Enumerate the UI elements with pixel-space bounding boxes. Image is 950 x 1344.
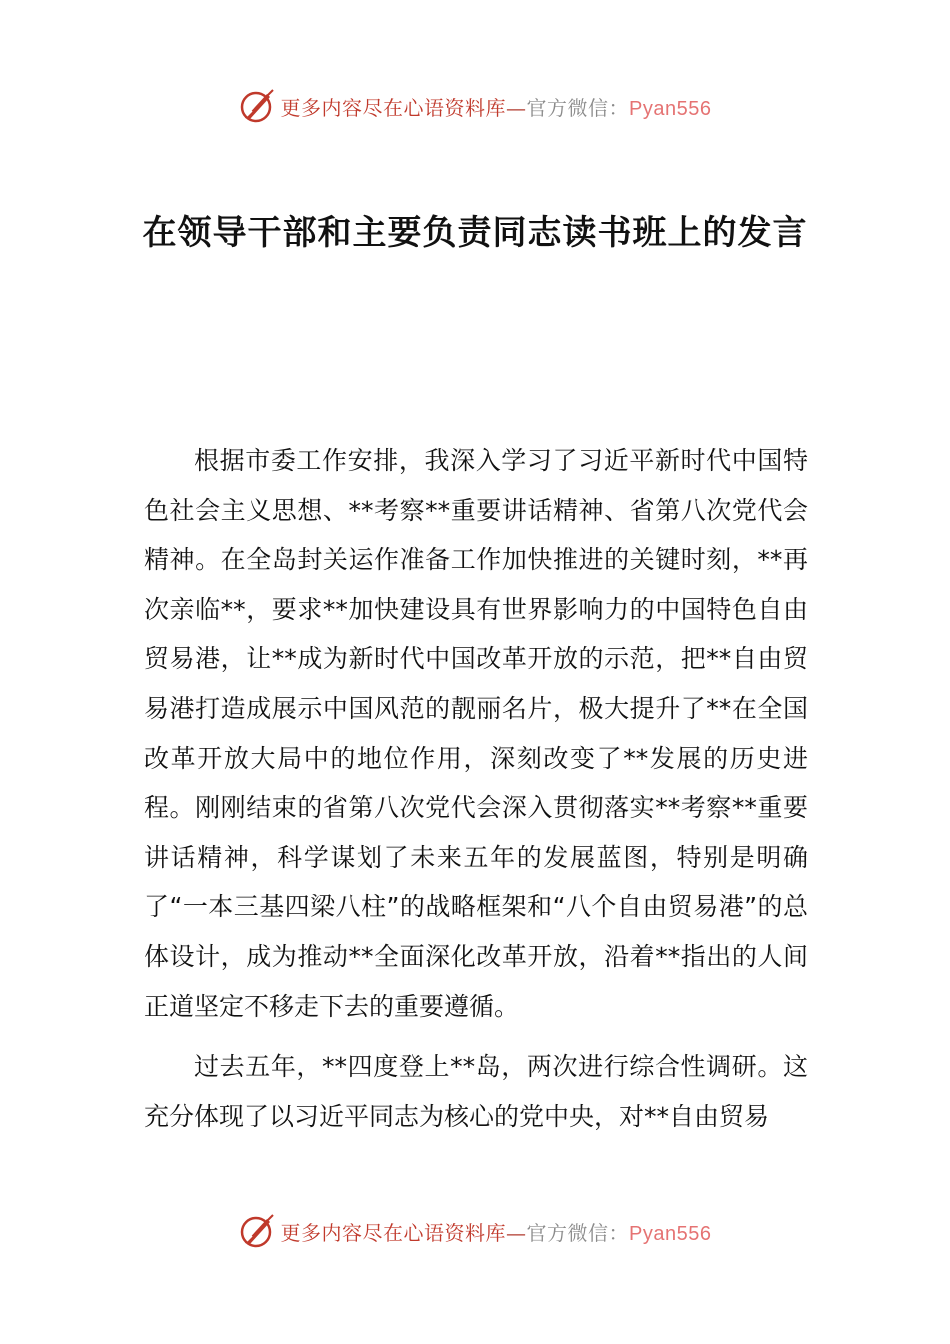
paragraph-2: 过去五年，**四度登上**岛，两次进行综合性调研。这充分体现了以习近平同志为核心的党中央，对**自由贸易 [144, 1052, 808, 1131]
watermark-wechat-id: Pyan556 [629, 1222, 712, 1245]
paragraph-1: 根据市委工作安排，我深入学习了习近平新时代中国特色社会主义思想、**考察**重要讲话精神、省第八次党代会精神。在全岛封关运作准备工作加快推进的关键时刻，**再次亲临**，要求**加快建设具有世界影响力的中国特色自由贸易港，让**成为新时代中国改革开放的示范，把**自由贸易港打造成展示中国风范的靓丽名片，极大提升了**在全国改革开放大局中的地位作用，深刻改变了**发展的历史进程。刚刚结束的省第八次党代会深入贯彻落实**考察**重要讲话精神，科学谋划了未来五年的发展蓝图，特别是明确了“一本三基四梁八柱”的战略框架和“八个自由贸易港”的总体设计，成为推动**全面深化改革开放，沿着**指出的人间正道坚定不移走下去的重要遵循。 [144, 446, 808, 1021]
watermark-wechat-label: 官方微信： [526, 1220, 630, 1245]
header-watermark [0, 84, 950, 128]
watermark-dash: — [506, 1220, 527, 1245]
document-body [144, 436, 808, 1141]
quill-logo-icon [239, 1213, 275, 1249]
quill-logo-icon [239, 88, 275, 124]
watermark-dash: — [506, 95, 527, 120]
watermark-wechat-label: 官方微信： [526, 95, 630, 120]
watermark-site: 更多内容尽在心语资料库 [280, 95, 507, 120]
watermark-site: 更多内容尽在心语资料库 [280, 1220, 507, 1245]
watermark-text [281, 92, 712, 121]
watermark-text [281, 1217, 712, 1246]
footer-watermark [0, 1209, 950, 1253]
watermark-wechat-id: Pyan556 [629, 97, 712, 120]
document-title: 在领导干部和主要负责同志读书班上的发言 [142, 213, 808, 253]
